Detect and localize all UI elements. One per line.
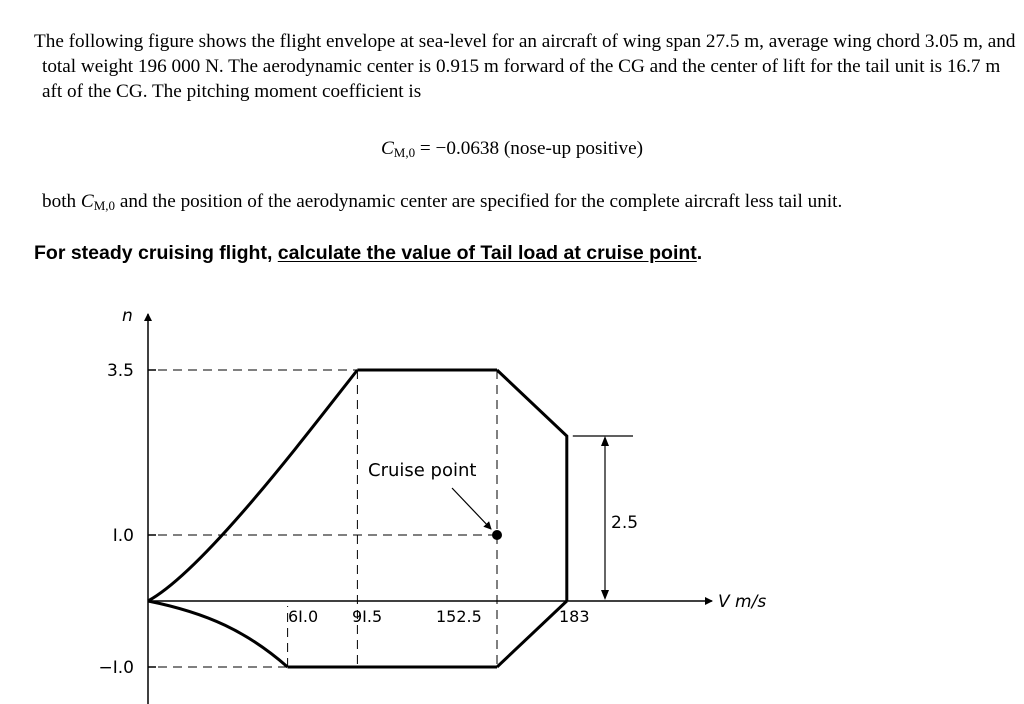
dimension-label: 2.5 (611, 513, 639, 533)
x-tick-label-0: 6I.0 (288, 607, 319, 626)
x-tick-label-3: 183 (559, 607, 590, 626)
note-subscript: M,0 (93, 198, 116, 213)
problem-note (42, 189, 1017, 214)
envelope-segment-2 (497, 370, 567, 601)
task-instruction (34, 240, 702, 266)
note-end: and the position of the aerodynamic center are specified for the complete aircraft less tail unit. (115, 191, 843, 212)
task-suffix: . (696, 242, 703, 264)
dimension-arrow-top (601, 436, 609, 446)
pitching-moment-equation (0, 136, 1024, 161)
problem-statement (34, 29, 1017, 104)
dimension-arrow-bottom (601, 590, 609, 600)
note-start: both (42, 191, 81, 212)
flight-envelope-chart (0, 290, 1024, 704)
coefficient-subscript: M,0 (393, 145, 416, 160)
x-tick-label-2: 152.5 (436, 607, 482, 626)
task-prefix: For steady cruising flight, (34, 242, 278, 264)
equation-value: = −0.0638 (nose-up positive) (415, 138, 643, 159)
y-axis-label: n (122, 306, 133, 326)
task-underlined: calculate the value of Tail load at cruise point (277, 242, 697, 264)
x-tick-label-1: 9I.5 (352, 607, 383, 626)
envelope-segment-5 (497, 601, 567, 667)
problem-text: The following figure shows the flight envelope at sea-level for an aircraft of wing span 27.5 m, average wing chord 3.05 m, and total weight 196 000 N. The aerodynamic center is 0.915 m forward of the CG and the center of lift for the tail unit is 16.7 m aft of the CG. The pitching moment coefficient is (34, 31, 1016, 102)
envelope-segment-3 (148, 601, 288, 667)
y-tick-label-2: −I.0 (98, 658, 134, 678)
coefficient-symbol: C (380, 138, 394, 159)
cruise-point-arrow (452, 488, 491, 529)
note-symbol: C (80, 191, 94, 212)
cruise-point-marker (492, 530, 502, 540)
cruise-point-label: Cruise point (368, 460, 477, 481)
x-axis-label: V m/s (718, 592, 767, 612)
y-tick-label-0: 3.5 (106, 361, 134, 381)
envelope-segment-0 (148, 370, 357, 601)
y-tick-label-1: I.0 (112, 526, 134, 546)
